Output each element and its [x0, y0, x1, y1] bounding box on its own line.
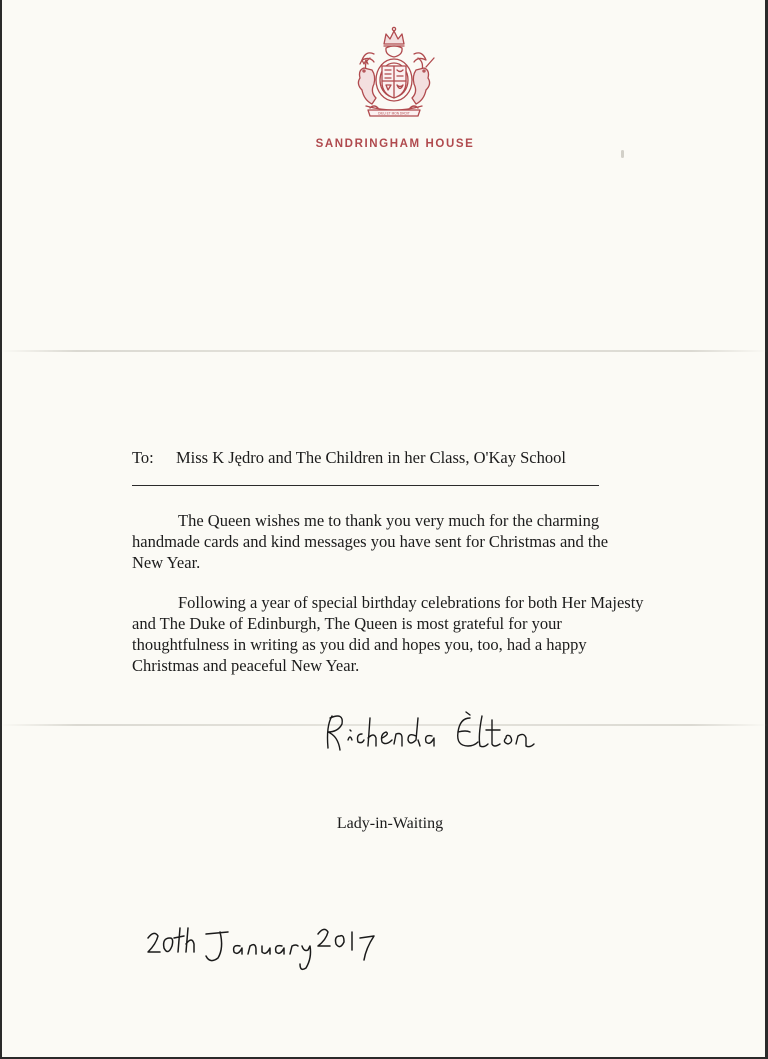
- body-line: Following a year of special birthday celebrations for both Her Majesty: [178, 593, 644, 612]
- body-line: Christmas and peaceful New Year.: [132, 656, 360, 675]
- page-edge-left: [0, 0, 2, 1059]
- recipient-label: To:: [132, 448, 154, 467]
- body-line: The Queen wishes me to thank you very much for the charming: [178, 511, 600, 530]
- body-paragraph: [132, 592, 652, 676]
- body-paragraph: [132, 510, 652, 573]
- body-line: handmade cards and kind messages you have sent for Christmas and the: [132, 532, 609, 551]
- recipient-underline: [132, 485, 599, 486]
- letterhead-title: SANDRINGHAM HOUSE: [315, 138, 475, 150]
- handwritten-date: [144, 918, 384, 974]
- paper-fold-line: [0, 350, 768, 352]
- handwritten-signature: [320, 706, 560, 762]
- royal-crest-icon: [344, 24, 444, 124]
- recipient-line: [132, 448, 566, 468]
- body-line: and The Duke of Edinburgh, The Queen is most grateful for your: [132, 614, 562, 633]
- body-line: thoughtfulness in writing as you did and hopes you, too, had a happy: [132, 635, 587, 654]
- crest-motto: DIEU ET MON DROIT: [378, 111, 410, 116]
- paper-mark: [621, 150, 624, 158]
- recipient-name: Miss K Jędro and The Children in her Class, O'Kay School: [176, 448, 566, 467]
- body-line: New Year.: [132, 553, 201, 572]
- signatory-title: Lady-in-Waiting: [336, 815, 444, 832]
